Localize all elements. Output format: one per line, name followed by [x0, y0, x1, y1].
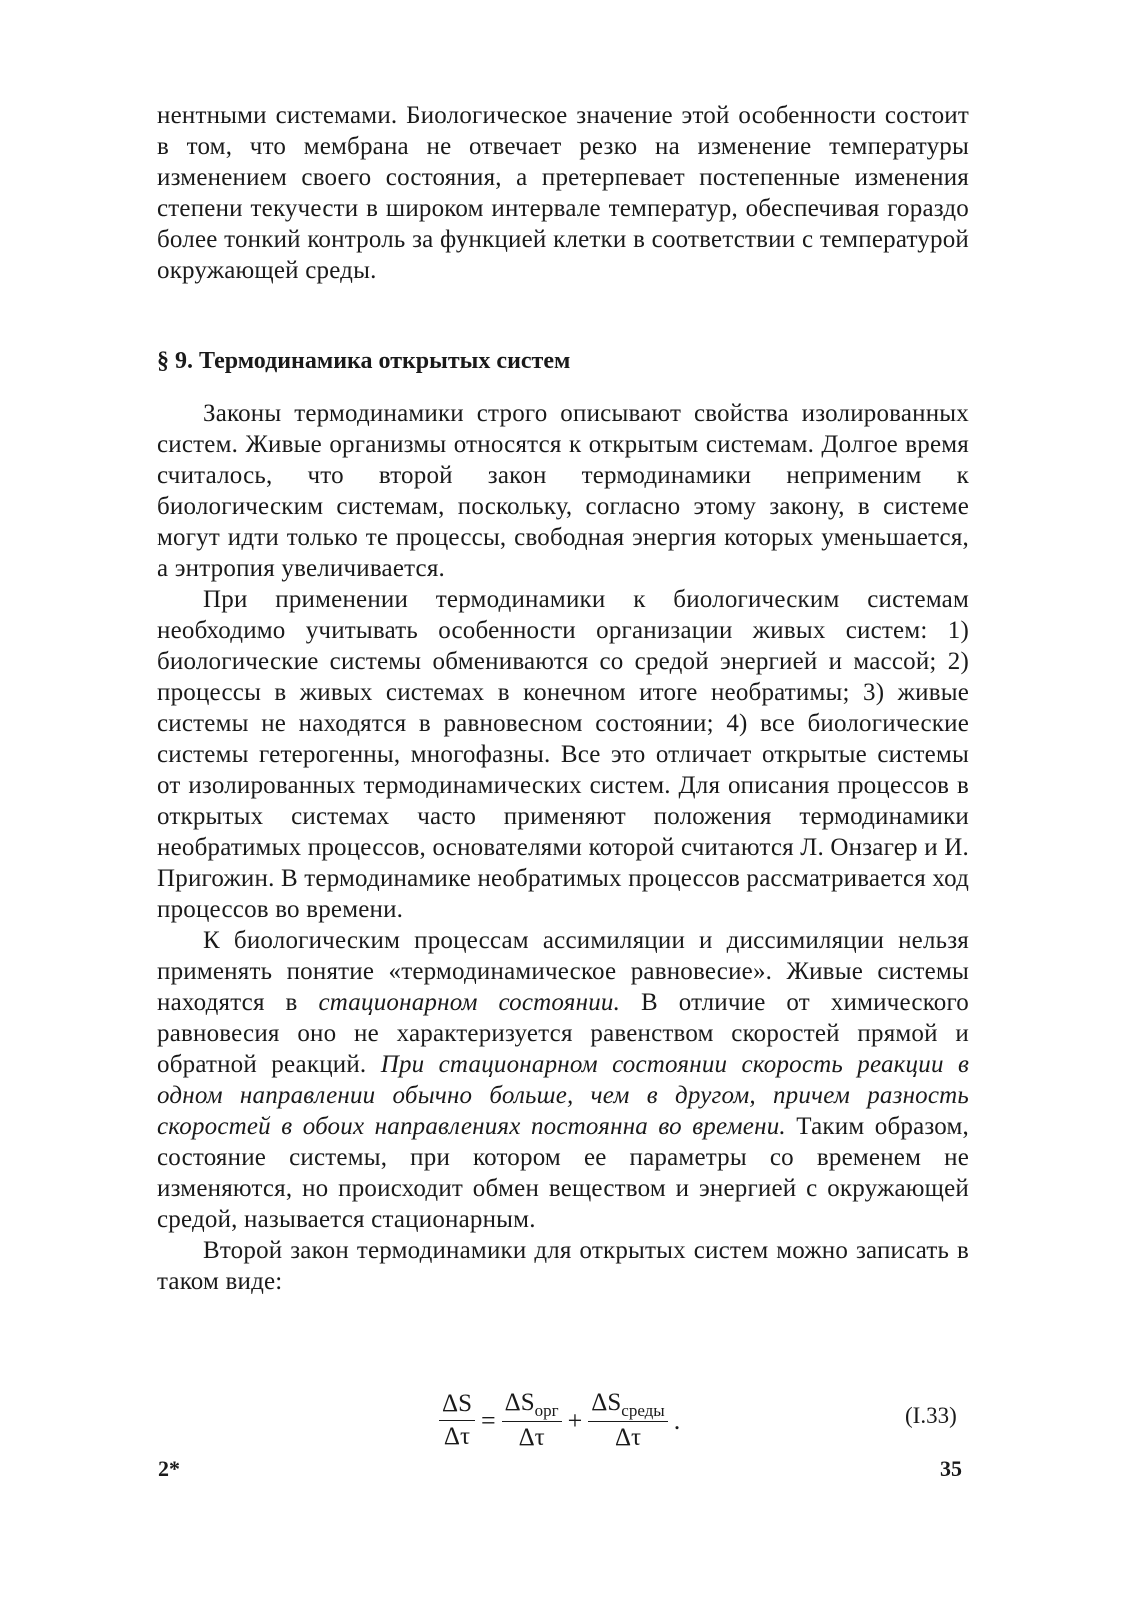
stationary-text-3: Таким образом, состояние системы, при котором ее параметры со временем не изменяются, но происходит обмен веществом и энергией с окружающей средой, называется стационарным. — [157, 1113, 969, 1233]
page-number: 35 — [940, 1456, 962, 1481]
paragraph-second-law: Второй закон термодинамики для открытых систем можно записать в таком виде: — [157, 1237, 969, 1295]
fraction-env — [588, 1388, 667, 1453]
equation-number: (I.33) — [905, 1403, 957, 1428]
org-denominator: Δτ — [518, 1424, 545, 1451]
stationary-text-2: В отличие от химического равновесия оно не характеризуется равенством скоростей прямой и обратной реакций. — [157, 989, 969, 1078]
plus-sign: + — [567, 1405, 583, 1435]
section-heading: § 9. Термодинамика открытых систем — [157, 348, 571, 374]
stationary-italic-2: При стационарном состоянии скорость реакции в одном направлении обычно больше, чем в другом, причем разность скоростей в обоих направлениях постоянна во времени. — [157, 1051, 969, 1140]
lhs-numerator: ΔS — [439, 1389, 475, 1421]
top-paragraph: нентными системами. Биологическое значение этой особенности состоит в том, что мембрана не отвечает резко на изменение температуры изменением своего состояния, а претерпевает постепенные изменения степени текучести в широком интервале температур, обеспечивая гораздо более тонкий контроль за функцией клетки в соответствии с температурой окружающей среды. — [157, 102, 969, 284]
paragraph-application: При применении термодинамики к биологическим системам необходимо учитывать особенности организации живых систем: 1) биологические системы обмениваются со средой энергией и массой; 2) процессы в живых системах в конечном итоге необратимы; 3) живые системы не находятся в равновесном состоянии; 4) все биологические системы гетерогенны, многофазны. Все это отличает открытые системы от изолированных термодинамических систем. Для описания процессов в открытых системах часто применяют положения термодинамики необратимых процессов, основателями которой считаются Л. Онзагер и И. Пригожин. В термодинамике необратимых процессов рассматривается ход процессов во времени. — [157, 586, 970, 923]
env-numerator — [588, 1388, 667, 1422]
org-subscript: орг — [534, 1401, 559, 1420]
fraction-lhs — [439, 1389, 475, 1452]
fraction-org — [502, 1388, 562, 1453]
signature-mark: 2* — [158, 1456, 180, 1481]
env-delta-s: ΔS — [591, 1389, 622, 1416]
equals-sign: = — [480, 1405, 496, 1435]
env-denominator: Δτ — [614, 1424, 642, 1451]
stationary-text-1: К биологическим процессам ассимиляции и диссимиляции нельзя применять понятие «термодинамическое равновесие». Живые системы находятся в — [157, 927, 969, 1016]
org-numerator — [502, 1388, 562, 1422]
entropy-formula — [435, 1388, 682, 1453]
lhs-denominator: Δτ — [443, 1423, 471, 1450]
paragraph-stationary — [157, 925, 969, 1235]
paragraph-laws: Законы термодинамики строго описывают свойства изолированных систем. Живые организмы относятся к открытым системам. Долгое время считалось, что второй закон термодинамики неприменим к биологическим системам, поскольку, согласно этому закону, в системе могут идти только те процессы, свободная энергия которых уменьшается, а энтропия увеличивается. — [157, 400, 969, 582]
stationary-italic-1: стационарном состоянии. — [318, 989, 621, 1016]
env-subscript: среды — [621, 1401, 665, 1420]
main-text-block — [157, 398, 969, 1297]
top-text-block — [157, 100, 969, 286]
formula-end-dot: . — [673, 1405, 681, 1435]
org-delta-s: ΔS — [504, 1389, 535, 1416]
